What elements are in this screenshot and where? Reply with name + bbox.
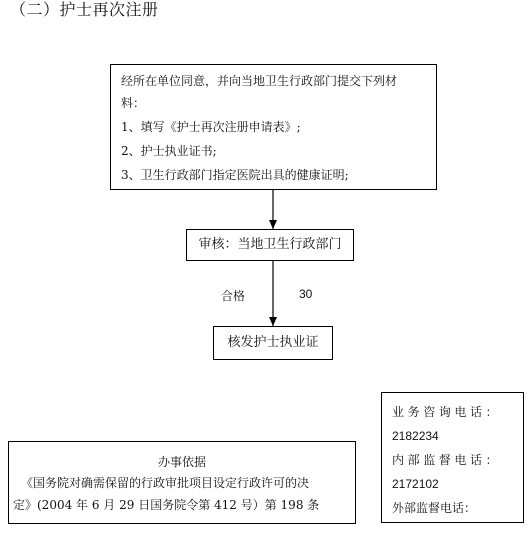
materials-line-intro: 经所在单位同意，并向当地卫生行政部门提交下列材 [121,74,398,88]
days-label: 30 [299,287,313,301]
step-issue-license-box [213,326,333,360]
materials-item-2: 2、护士执业证书; [121,144,217,158]
contact-phones-box [381,392,524,523]
page-title: （二）护士再次注册 [10,0,159,19]
consult-phone-number: 2182234 [392,429,439,443]
step-issue-license-label: 核发护士执业证 [227,335,319,350]
internal-phone-label: 内部监督电话： [392,453,502,467]
consult-phone-label: 业务咨询电话： [392,405,502,419]
legal-basis-line-2: 定》(2004 年 6 月 29 日国务院令第 412 号）第 198 条 [13,498,320,512]
step-review-label: 审核：当地卫生行政部门 [198,237,342,252]
qualified-label: 合格 [221,289,246,303]
legal-basis-line-1: 《国务院对确需保留的行政审批项目设定行政许可的决 [21,476,310,490]
materials-line-intro-cont: 料： [121,96,146,110]
materials-item-3: 3、卫生行政部门指定医院出具的健康证明; [121,168,349,182]
legal-basis-heading: 办事依据 [157,455,206,469]
materials-item-1: 1、填写《护士再次注册申请表》; [121,120,301,134]
step-review-box [186,229,354,261]
legal-basis-box [8,441,356,524]
internal-phone-number: 2172102 [392,477,439,491]
external-phone-label: 外部监督电话： [392,501,477,515]
